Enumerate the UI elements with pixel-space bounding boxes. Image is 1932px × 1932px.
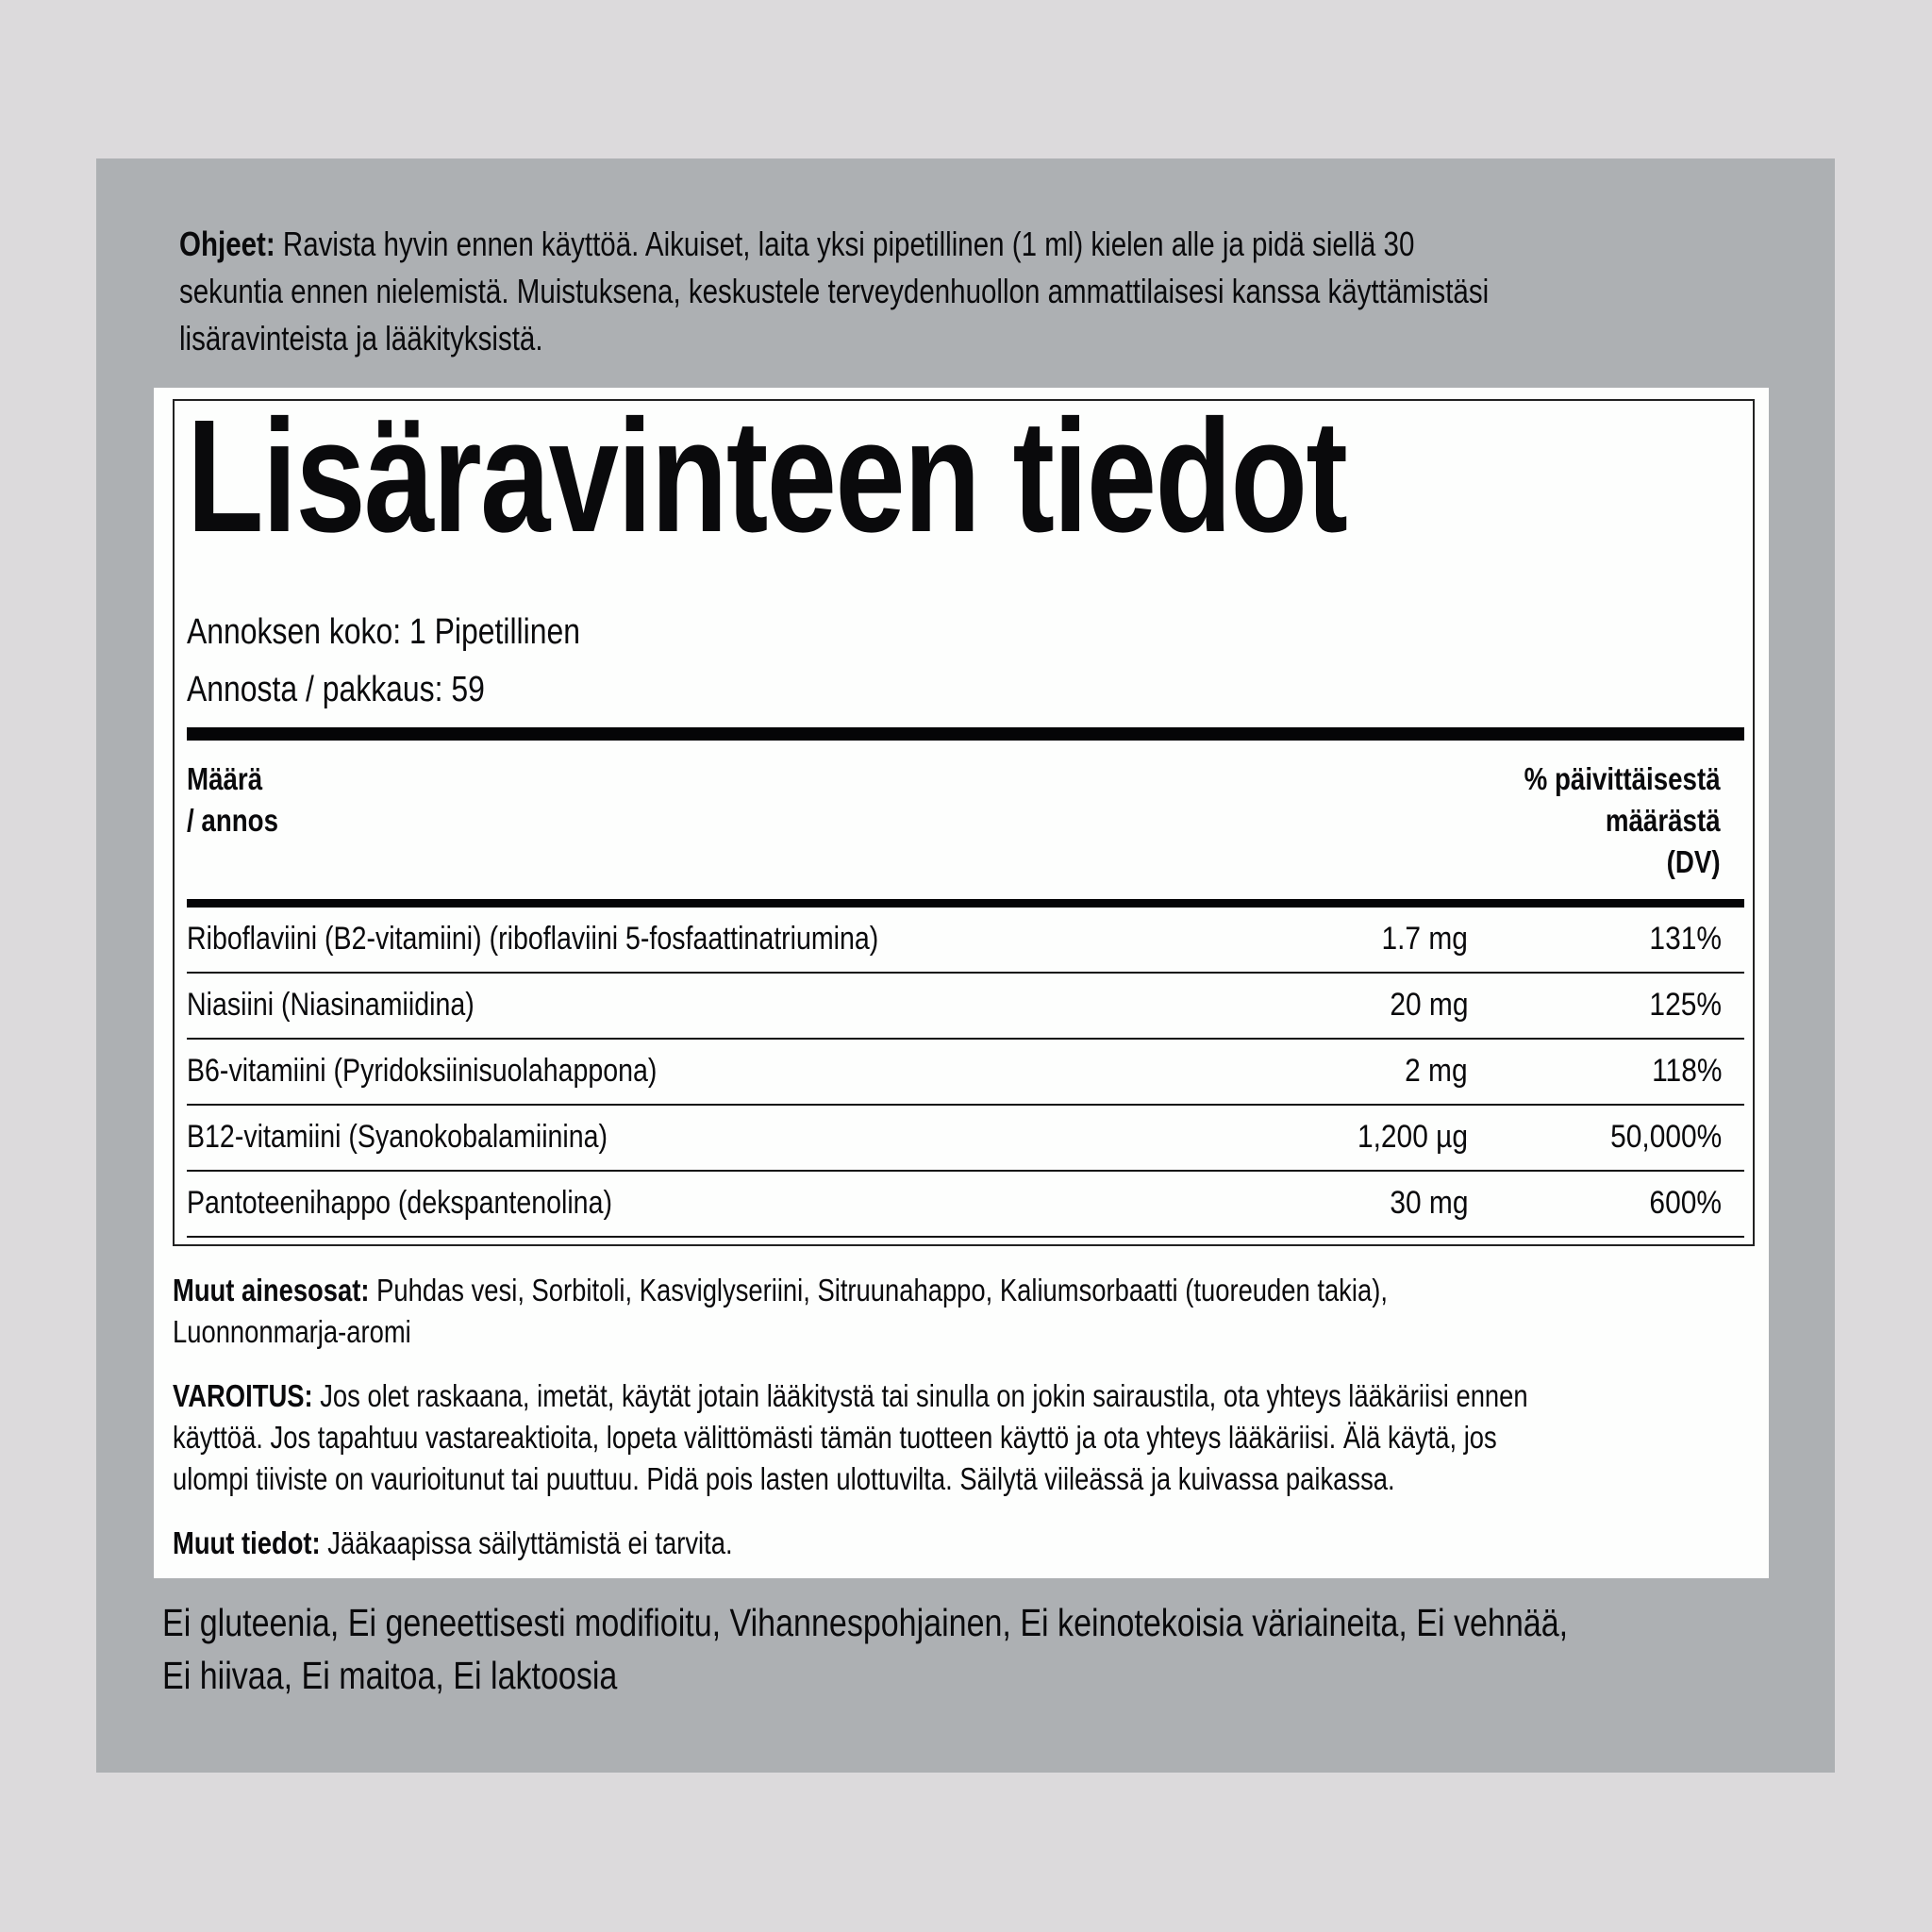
facts-title: Lisäravinteen tiedot — [187, 387, 1347, 566]
claims-line-1: Ei gluteenia, Ei geneettisesti modifioitu, Vihannespohjainen, Ei keinotekoisia väriaineita, Ei vehnää, — [162, 1601, 1569, 1644]
nutrient-dv: 125% — [1649, 987, 1722, 1023]
directions-label: Ohjeet: — [179, 225, 275, 263]
nutrient-row — [187, 1040, 1744, 1106]
nutrient-dv: 50,000% — [1609, 1119, 1722, 1155]
nutrient-amount: 30 mg — [1389, 1185, 1468, 1221]
other-ingredients-label: Muut ainesosat: — [173, 1273, 370, 1307]
other-ingredients-line-2: Luonnonmarja-aromi — [173, 1314, 411, 1349]
nutrient-name: Niasiini (Niasinamiidina) — [187, 987, 475, 1023]
claims-line-2: Ei hiivaa, Ei maitoa, Ei laktoosia — [162, 1654, 618, 1697]
nutrient-name: B12-vitamiini (Syanokobalamiinina) — [187, 1119, 608, 1155]
other-info-text: Jääkaapissa säilyttämistä ei tarvita. — [320, 1525, 733, 1560]
nutrient-amount: 2 mg — [1405, 1053, 1468, 1089]
warning-line-1 — [173, 1375, 1660, 1417]
header-divider — [187, 899, 1744, 908]
servings-per-container: Annosta / pakkaus: 59 — [187, 670, 485, 709]
other-info-label: Muut tiedot: — [173, 1525, 321, 1560]
directions-text: Ravista hyvin ennen käyttöä. Aikuiset, laita yksi pipetillinen (1 ml) kielen alle ja pidä siellä 30 — [275, 225, 1415, 263]
dv-header-line-3: (DV) — [1667, 844, 1721, 879]
amount-header-line-1: Määrä — [187, 761, 263, 796]
warning-label: VAROITUS: — [173, 1378, 313, 1413]
nutrient-row — [187, 974, 1744, 1040]
nutrient-name: Riboflaviini (B2-vitamiini) (riboflaviini 5-fosfaattinatriumina) — [187, 921, 879, 957]
nutrient-amount: 20 mg — [1389, 987, 1468, 1023]
other-ingredients-text: Puhdas vesi, Sorbitoli, Kasviglyseriini, Sitruunahappo, Kaliumsorbaatti (tuoreuden takia), — [369, 1273, 1388, 1307]
directions-line-2: sekuntia ennen nielemistä. Muistuksena, keskustele terveydenhuollon ammattilaisesi kanssa käyttämistäsi — [179, 272, 1490, 310]
nutrient-row — [187, 1106, 1744, 1172]
serving-size: Annoksen koko: 1 Pipetillinen — [187, 612, 581, 652]
product-claims — [162, 1596, 1856, 1702]
other-ingredients — [173, 1270, 1932, 1353]
warning-text: Jos olet raskaana, imetät, käytät jotain lääkitystä tai sinulla on jokin sairaustila, ota yhteys lääkäriisi ennen — [312, 1378, 1528, 1413]
directions-line-1 — [179, 221, 1494, 268]
nutrient-dv: 118% — [1651, 1053, 1722, 1089]
warning — [173, 1375, 1932, 1500]
nutrient-name: Pantoteenihappo (dekspantenolina) — [187, 1185, 612, 1221]
directions — [179, 221, 1783, 362]
amount-per-serving-header — [187, 758, 278, 841]
warning-line-2: käyttöä. Jos tapahtuu vastareaktioita, lopeta välittömästi tämän tuotteen käyttö ja ota yhteys lääkäriisi. Älä käytä, jos — [173, 1420, 1497, 1455]
daily-value-header — [1524, 758, 1721, 883]
warning-line-3: ulompi tiiviste on vaurioitunut tai puuttuu. Pidä pois lasten ulottuvilta. Säilytä viileässä ja kuivassa paikassa. — [173, 1461, 1395, 1496]
nutrient-amount: 1,200 µg — [1357, 1119, 1468, 1155]
nutrient-dv: 131% — [1649, 921, 1722, 957]
dv-header-line-2: määrästä — [1606, 803, 1721, 838]
other-info-line — [173, 1523, 1660, 1564]
directions-line-3: lisäravinteista ja lääkityksistä. — [179, 319, 543, 358]
nutrient-name: B6-vitamiini (Pyridoksiinisuolahappona) — [187, 1053, 658, 1089]
nutrient-row — [187, 908, 1744, 974]
nutrient-dv: 600% — [1649, 1185, 1722, 1221]
nutrient-amount: 1.7 mg — [1381, 921, 1468, 957]
nutrient-row — [187, 1172, 1744, 1238]
thick-divider — [187, 727, 1744, 741]
dv-header-line-1: % päivittäisestä — [1524, 761, 1721, 796]
amount-header-line-2: / annos — [187, 803, 279, 838]
other-info — [173, 1523, 1932, 1564]
other-ingredients-line-1 — [173, 1270, 1660, 1311]
